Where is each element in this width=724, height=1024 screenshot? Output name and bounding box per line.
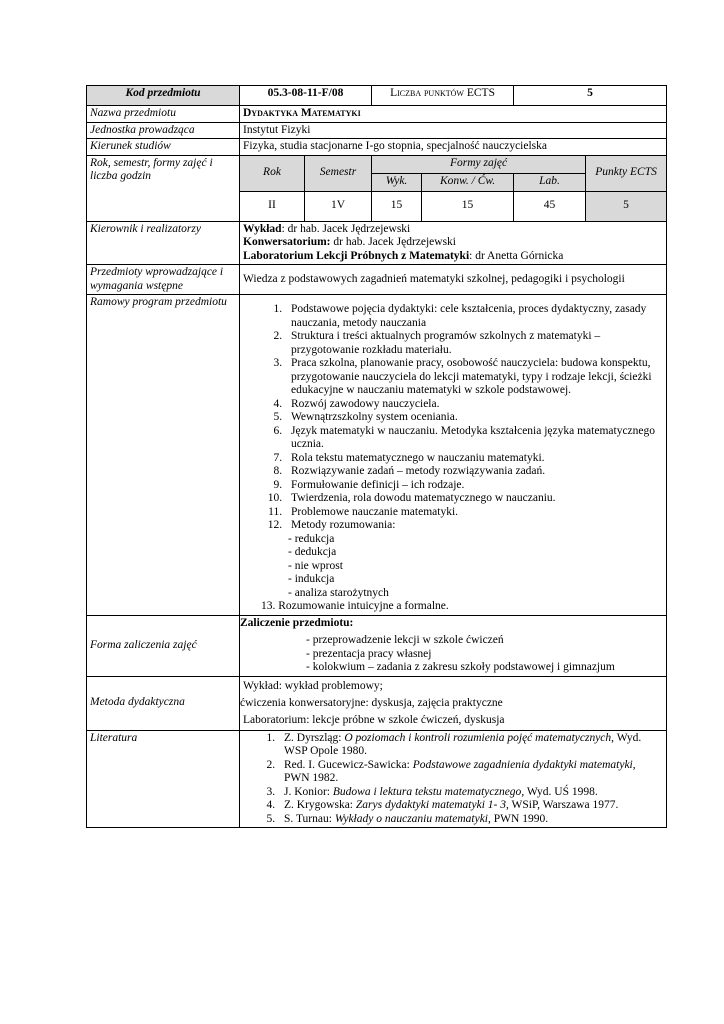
leader-person: : dr hab. Jacek Jędrzejewski (281, 222, 411, 235)
konw-value: 15 (422, 191, 514, 221)
unit-row (87, 122, 667, 139)
course-card (86, 85, 666, 828)
program-value (240, 295, 667, 616)
leaders-row (87, 221, 667, 265)
method-item: - indukcja (288, 573, 335, 585)
konw-label: Konw. / Ćw. (422, 173, 514, 191)
program-item: 7. Rola tekstu matematycznego w nauczaniu matematyki. (285, 452, 663, 466)
lit-author: S. Turnau: (284, 812, 335, 825)
literature-row (87, 730, 667, 828)
program-item: 8. Rozwiązywanie zadań – metody rozwiązywania zadań. (285, 465, 663, 479)
sem-value: 1V (305, 191, 372, 221)
program-item: 1. Podstawowe pojęcia dydaktyki: cele kształcenia, proces dydaktyczny, zasady nauczania, metody nauczania (285, 303, 663, 330)
assessment-value (240, 615, 667, 676)
leader-role: Wykład (243, 222, 282, 235)
method-line: Wykład: wykład problemowy; (243, 679, 383, 692)
leader-role: Laboratorium Lekcji Próbnych z Matematyki (243, 249, 470, 262)
hours-head-row (87, 155, 667, 173)
lit-publisher: , WSiP, Warszawa 1977. (505, 799, 619, 811)
wyk-label: Wyk. (372, 173, 422, 191)
lit-title: Wykłady o nauczaniu matematyki (334, 812, 489, 825)
lit-publisher: , Wyd. WSP Opole 1980. (284, 731, 642, 757)
lit-title: Podstawowe zagadnienia dydaktyki matematyki (412, 758, 633, 771)
lit-author: J. Konior: (284, 785, 333, 798)
program-item: 3. Praca szkolna, planowanie pracy, osobowość nauczyciela: budowa konspektu, przygotowanie nauczyciela do lekcji matematyki, typy i rodzaje lekcji, ścieżki edukacyjne w nauczaniu matematyki w szkole podstawowej. (285, 357, 663, 398)
name-label: Nazwa przedmiotu (87, 106, 240, 123)
method-item: - analiza starożytnych (288, 586, 389, 599)
lit-publisher: , PWN 1990. (488, 812, 549, 825)
program-row (87, 295, 667, 616)
leader-line (243, 250, 663, 264)
method-item: - dedukcja (288, 546, 337, 558)
leader-person: dr hab. Jacek Jędrzejewski (330, 236, 457, 248)
rok-value: II (240, 191, 305, 221)
method-row (87, 676, 667, 730)
course-table (86, 85, 667, 828)
literature-item (278, 799, 663, 813)
ects-value: 5 (514, 86, 667, 106)
program-label: Ramowy program przedmiotu (87, 295, 240, 616)
sem-label: Semestr (305, 155, 372, 191)
literature-label: Literatura (87, 730, 240, 828)
prereq-label: Przedmioty wprowadzające i wymagania wstępne (87, 265, 240, 295)
name-value: Dydaktyka Matematyki (240, 106, 667, 123)
ects-points-label: Punkty ECTS (586, 155, 667, 191)
wyk-value: 15 (372, 191, 422, 221)
program-last-item: 13. Rozumowanie intuicyjne a formalne. (261, 600, 449, 612)
unit-label: Jednostka prowadząca (87, 122, 240, 139)
leaders-value (240, 221, 667, 265)
lab-label: Lab. (514, 173, 586, 191)
lit-title: Zarys dydaktyki matematyki 1- 3 (355, 799, 506, 811)
program-item: 2. Struktura i treści aktualnych programów szkolnych z matematyki – przygotowanie rozkładu materiału. (285, 330, 663, 357)
lit-author: Red. I. Gucewicz-Sawicka: (284, 758, 413, 771)
lit-title: O poziomach i kontroli rozumienia pojęć matematycznych (344, 731, 612, 744)
prereq-row (87, 265, 667, 295)
assessment-item: - kolokwium – zadania z zakresu szkoły podstawowej i gimnazjum (306, 661, 615, 673)
code-label: Kod przedmiotu (87, 86, 240, 106)
literature-value (240, 730, 667, 828)
leaders-label: Kierownik i realizatorzy (87, 221, 240, 265)
lit-author: Z. Krygowska: (284, 799, 356, 811)
direction-row (87, 139, 667, 156)
literature-list (243, 732, 663, 827)
reasoning-methods (288, 533, 663, 601)
method-value (240, 676, 667, 730)
method-line: ćwiczenia konwersatoryjne: dyskusja, zajęcia praktyczne (240, 696, 503, 709)
lit-publisher: , PWN 1982. (284, 758, 636, 784)
literature-item (278, 813, 663, 827)
program-item: 11. Problemowe nauczanie matematyki. (285, 506, 663, 520)
lit-title: Budowa i lektura tekstu matematycznego (332, 785, 522, 798)
lab-value: 45 (514, 191, 586, 221)
literature-item (278, 759, 663, 786)
leader-person: : dr Anetta Górnicka (469, 249, 564, 262)
assessment-item: - prezentacja pracy własnej (306, 647, 432, 660)
unit-value: Instytut Fizyki (240, 122, 667, 139)
program-item: 6. Język matematyki w nauczaniu. Metodyka kształcenia języka matematycznego ucznia. (285, 425, 663, 452)
assessment-heading: Zaliczenie przedmiotu: (240, 616, 354, 629)
lit-author: Z. Dyrszląg: (284, 731, 345, 744)
assessment-row (87, 615, 667, 676)
assessment-item: - przeprowadzenie lekcji w szkole ćwiczeń (306, 634, 504, 646)
ects-value-cell: 5 (586, 191, 667, 221)
name-row (87, 106, 667, 123)
assessment-list (306, 634, 663, 675)
leader-role: Konwersatorium: (243, 236, 331, 248)
program-item: 5. Wewnątrzszkolny system oceniania. (285, 411, 663, 425)
prereq-value: Wiedza z podstawowych zagadnień matematyki szkolnej, pedagogiki i psychologii (240, 265, 667, 295)
ects-label: Liczba punktów ECTS (372, 86, 514, 106)
method-label: Metoda dydaktyczna (87, 676, 240, 730)
leader-line (243, 223, 663, 237)
program-item: 9. Formułowanie definicji – ich rodzaje. (285, 479, 663, 493)
direction-value: Fizyka, studia stacjonarne I-go stopnia, specjalność nauczycielska (240, 139, 667, 156)
program-item: 4. Rozwój zawodowy nauczyciela. (285, 398, 663, 412)
assessment-label: Forma zaliczenia zajęć (87, 615, 240, 676)
program-item: 12. Metody rozumowania: (285, 519, 663, 533)
literature-item (278, 786, 663, 800)
leader-line (243, 236, 663, 250)
program-item: 10. Twierdzenia, rola dowodu matematycznego w nauczaniu. (285, 492, 663, 506)
direction-label: Kierunek studiów (87, 139, 240, 156)
code-value: 05.3-08-11-F/08 (240, 86, 372, 106)
lit-publisher: , Wyd. UŚ 1998. (521, 785, 598, 798)
program-list (243, 303, 663, 533)
method-item: - nie wprost (288, 559, 343, 572)
forms-label: Formy zajęć (372, 155, 586, 173)
header-row (87, 86, 667, 106)
rok-label: Rok (240, 155, 305, 191)
literature-item (278, 732, 663, 759)
year-label: Rok, semestr, formy zajęć i liczba godzin (87, 155, 240, 221)
method-line: Laboratorium: lekcje próbne w szkole ćwiczeń, dyskusja (243, 713, 505, 726)
method-item: - redukcja (288, 532, 335, 545)
